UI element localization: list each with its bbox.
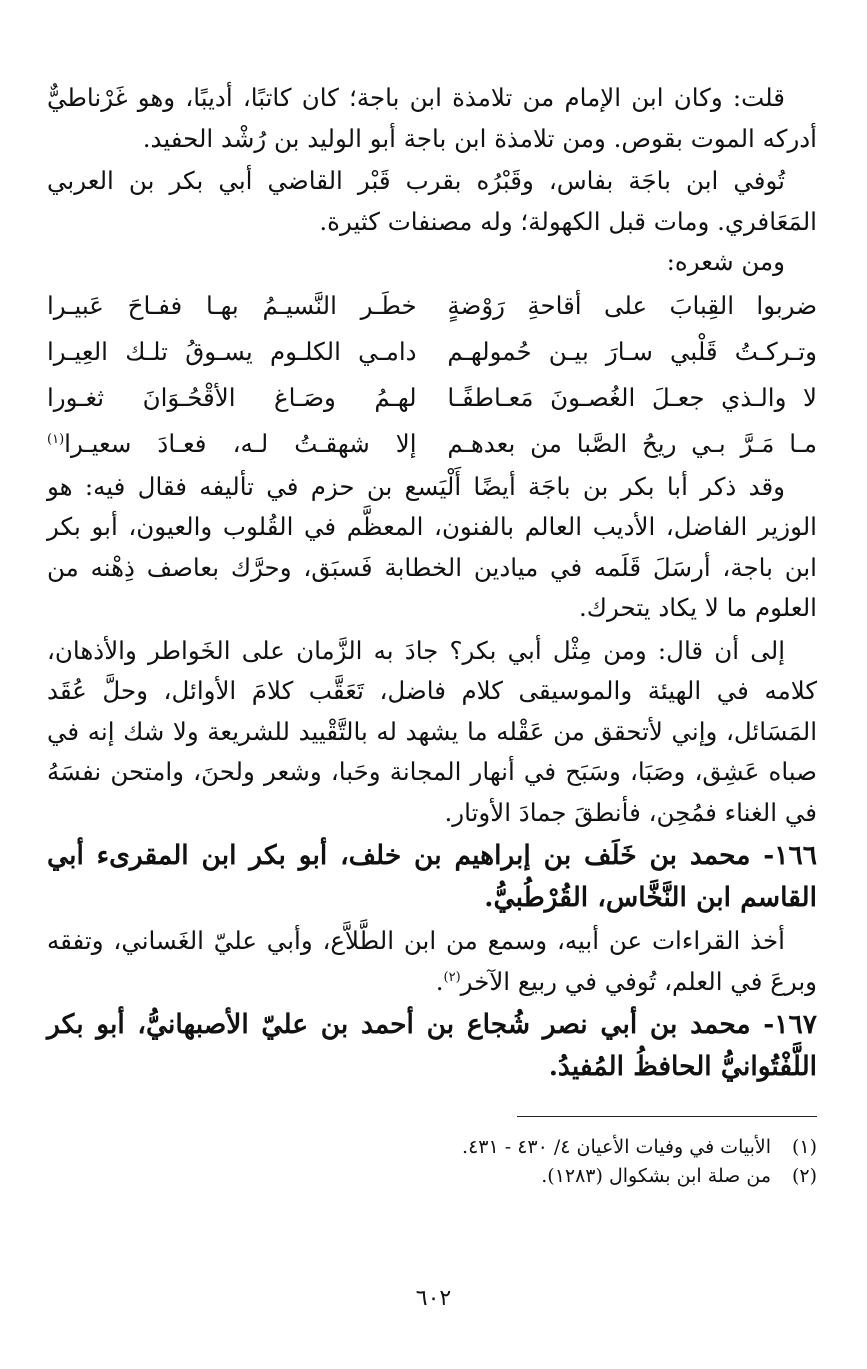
verse <box>47 283 817 329</box>
verse-text: إلا شهقـتُ لـه، فعـادَ سعيـرا <box>64 428 417 458</box>
entry-heading: ١٦٧- محمد بن أبي نصر شُجاع بن أحمد بن عليّ الأصبهانيُّ، أبو بكر اللَّفْتُوانيُّ الحافظُ المُفيدُ. <box>47 1009 817 1082</box>
entry-body: أخذ القراءات عن أبيه، وسمع من ابن الطَّلاَّع، وأبي عليّ الغَساني، وتفقه وبرعَ في العلم، تُوفي في ربيع الآخر$^{(٢)}$. <box>47 926 817 996</box>
poem-intro: ومن شعره: <box>666 247 785 276</box>
paragraph-alyasa-quote: وقد ذكر أبا بكر بن باجَة أيضًا أَلْيَسع بن حزم في تأليفه فقال فيه: هو الوزير الفاضل، الأديب العالم بالفنون، المعظَّم في القُلوب والعيون، أبو بكر ابن باجة، أرسَلَ قَلَمه في ميادين الخطابة فَسبَق، وحرَّك بعاصف ذِهْنه من العلوم ما لا يكاد يتحرك. <box>47 471 817 622</box>
footnote-reference: (٢) <box>443 969 461 985</box>
verse-second-hemistich: دامـي الكلـوم يسـوقُ تلـك العِيـرا <box>47 336 417 366</box>
footnotes <box>47 1133 817 1191</box>
verse-first-hemistich: لا والـذي جعـلَ الغُصـونَ مَعـاطفًـا <box>447 382 817 412</box>
footnote-text: من صلة ابن بشكوال (١٢٨٣). <box>541 1165 771 1187</box>
verse-first-hemistich: وتـركـتُ قَلْبي سـارَ بيـن حُمولهـم <box>447 336 817 366</box>
footnote-mark: (٢) <box>791 1165 817 1187</box>
poem <box>47 283 817 467</box>
footnote-divider <box>517 1116 817 1117</box>
verse-second-hemistich <box>47 421 417 467</box>
paragraph-ibn-al-imam: قلت: وكان ابن الإمام من تلامذة ابن باجة؛ كان كاتبًا، أديبًا، وهو غَرْناطيٌّ أدركه الموت بقوص. ومن تلامذة ابن باجة أبو الوليد بن رُشْد الحفيد. <box>47 83 817 153</box>
footnote <box>47 1162 817 1191</box>
verse <box>47 329 817 375</box>
page-number: ٦٠٢ <box>415 1286 452 1311</box>
entry-heading: ١٦٦- محمد بن خَلَف بن إبراهيم بن خلف، أبو بكر ابن المقرىء أبي القاسم ابن النَّخَّاس، القُرْطُبيُّ. <box>47 840 817 913</box>
paragraph-quote-continued: إلى أن قال: ومن مِثْل أبي بكر؟ جادَ به الزَّمان على الخَواطر والأذهان، كلامه في الهيئة والموسيقى كلام فاضل، تَعَقَّب كلامَ الأوائل، وحلَّ عُقَد المَسَائل، وإني لأتحقق من عَقْله ما يشهد له بالتَّقْييد للشريعة ولا شك إنه في صباه عَشِق، وصَبَا، وسَبَح في أنهار المجانة وحَبا، وشعر ولحنَ، وامتحن نفسَهُ في الغناء فمُحِن، فأنطقَ جمادَ الأوتار. <box>47 635 817 827</box>
verse <box>47 375 817 421</box>
verse <box>47 421 817 467</box>
paragraph-death-of-ibn-bajja: تُوفي ابن باجَة بفاس، وقَبْرُه بقرب قَبْر القاضي أبي بكر بن العربي المَعَافري. ومات قبل الكهولة؛ وله مصنفات كثيرة. <box>47 166 817 236</box>
verse-first-hemistich: ضربوا القِبابَ على أقاحةِ رَوْضةٍ <box>447 290 817 320</box>
footnote-text: الأبيات في وفيات الأعيان ٤/ ٤٣٠ - ٤٣١. <box>462 1136 771 1158</box>
footnote-mark: (١) <box>791 1136 817 1158</box>
verse-second-hemistich: خطَـر النَّسيـمُ بهـا ففـاحَ عَبيـرا <box>47 290 417 320</box>
footnote <box>47 1133 817 1162</box>
verse-first-hemistich: مـا مَـرَّ بـي ريحُ الصَّبا من بعدهـم <box>447 428 817 458</box>
verse-second-hemistich: لهـمُ وصَـاغ الأقْحُـوَانَ ثغـورا <box>47 382 417 412</box>
entry-body-text: أخذ القراءات عن أبيه، وسمع من ابن الطَّلاَّع، وأبي عليّ الغَساني، وتفقه وبرعَ في العلم، تُوفي في ربيع الآخر <box>47 926 817 996</box>
page-body <box>47 78 817 1191</box>
footnote-reference: (١) <box>47 431 65 447</box>
